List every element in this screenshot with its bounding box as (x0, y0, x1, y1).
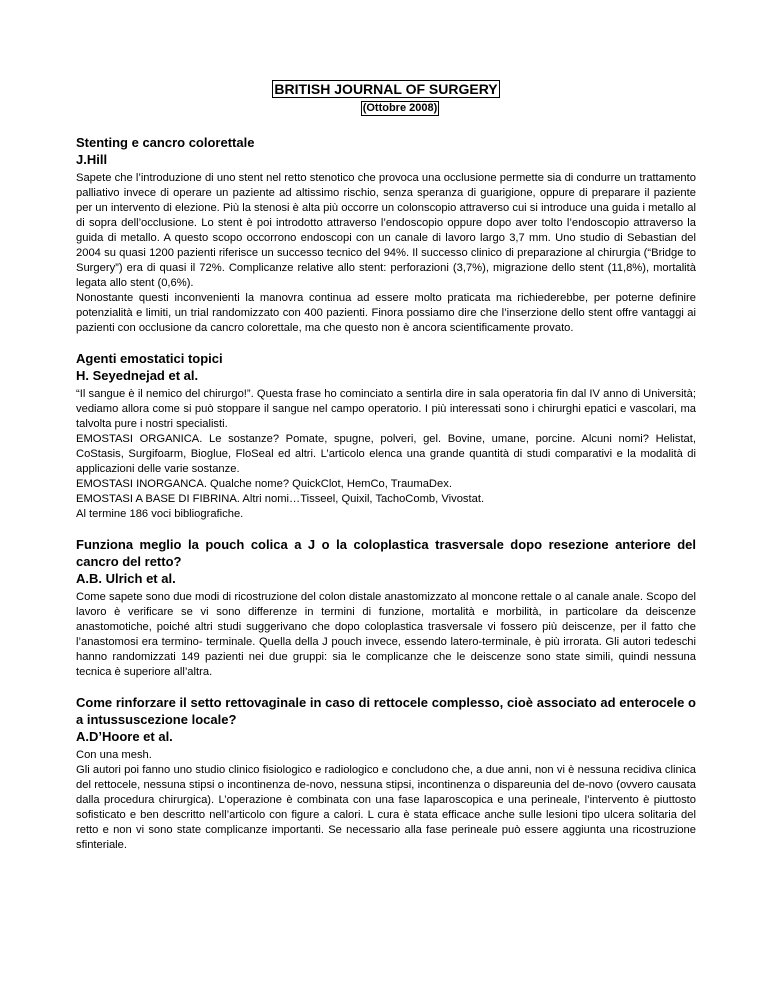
article-pouch-colica (76, 536, 696, 680)
article-paragraph: Gli autori poi fanno uno studio clinico fisiologico e radiologico e concludono che, a due anni, non vi è nessuna recidiva clinica del rettocele, nessuna stipsi o incontinenza de-novo, nessuna stipsi, incontinenza o dispareunia del de-novo (ovvero causata dalla procedura chirurgica). L’operazione è combinata con una fase laparoscopica e una perineale, l’intervento è piuttosto sofisticato e ben descritto nell’articolo con figure a calori. L cura è stata efficace anche sulle lesioni tipo ulcera solitaria del retto e non vi sono state complicanze importanti. Se necessario alla fase perineale può essere aggiunta una ricostruzione sfinteriale. (76, 764, 696, 851)
journal-header (76, 80, 696, 116)
article-paragraph: Al termine 186 voci bibliografiche. (76, 508, 244, 520)
article-paragraph: Con una mesh. (76, 749, 152, 761)
article-paragraph: EMOSTASI INORGANCA. Qualche nome? QuickClot, HemCo, TraumaDex. (76, 478, 452, 490)
article-author: J.Hill (76, 152, 108, 167)
article-paragraph: Come sapete sono due modi di ricostruzione del colon distale anastomizzato al moncone rettale o al canale anale. Scopo del lavoro è verificare se vi sono differenze in termini di funzione, mortalità e morbilità, in particolare da deiscenze anastomotiche, poiché altri studi suggerivano che dopo coloplastica trasversale vi fossero più deiscenze, per il fatto che l’anastomosi era termino- terminale. Quella della J pouch invece, essendo latero-terminale, è più irrorata. Gli autori tedeschi hanno randomizzati 149 pazienti nei due gruppi: sia le complicanze che le deiscenze sono state simili, quindi nessuna tecnica è superiore all’altra. (76, 591, 696, 678)
article-paragraph: Sapete che l’introduzione di uno stent nel retto stenotico che provoca una occlusione permette sia di condurre un trattamento palliativo invece di operare un paziente ad altissimo rischio, senza speranza di guarigione, oppure di preparare il paziente per un intervento di elezione. Più la stenosi è alta più occorre un colonscopio attraverso cui si introduce una guida i metallo al di sopra dell’occlusione. Lo stent è poi introdotto attraverso l’endoscopio oppure dopo aver tolto l’endoscopio attraverso la guida di metallo. A questo scopo occorrono endoscopi con un canale di lavoro largo 3,7 mm. Uno studio di Sebastian del 2004 su quasi 1200 pazienti riferisce un successo tecnico del 94%. Il successo clinico di preparazione al chirurgia (“Bridge to Surgery”) era di quasi il 72%. Complicanze relative allo stent: perforazioni (3,7%), migrazione dello stent (11,8%), mortalità legata allo stent (0,6%). (76, 172, 696, 289)
article-setto-rettovaginale (76, 694, 696, 853)
article-title: Stenting e cancro colorettale (76, 135, 255, 150)
article-body (76, 590, 696, 680)
article-stenting (76, 134, 696, 336)
article-paragraph: EMOSTASI ORGANICA. Le sostanze? Pomate, spugne, polveri, gel. Bovine, umane, porcine. Alcuni nomi? Helistat, CoStasis, Surgifoarm, Bioglue, FloSeal ed altri. L’articolo elenca una grande quantità di studi comparativi e la modalità di applicazioni delle varie sostanze. (76, 433, 696, 475)
article-agenti-emostatici (76, 350, 696, 522)
article-body (76, 387, 696, 522)
article-title: Agenti emostatici topici (76, 351, 223, 366)
article-paragraph: “Il sangue è il nemico del chirurgo!”. Questa frase ho cominciato a sentirla dire in sala operatoria fin dal IV anno di Università; vediamo allora come si può stoppare il sangue nel campo operatorio. I più interessati sono i chirurghi epatici e vascolari, ma talvolta pure i nostri specialisti. (76, 388, 696, 430)
article-title: Come rinforzare il setto rettovaginale in caso di rettocele complesso, cioè associato ad enterocele o a intussuscezione locale? (76, 695, 696, 727)
article-body (76, 171, 696, 336)
article-title: Funziona meglio la pouch colica a J o la coloplastica trasversale dopo resezione anteriore del cancro del retto? (76, 537, 696, 569)
article-author: A.D’Hoore et al. (76, 729, 173, 744)
article-author: H. Seyednejad et al. (76, 368, 199, 383)
document-page (76, 80, 696, 867)
article-author: A.B. Ulrich et al. (76, 571, 176, 586)
issue-date: (Ottobre 2008) (362, 102, 438, 114)
article-paragraph: Nonostante questi inconvenienti la manovra continua ad essere molto praticata ma richiederebbe, per poterne definire potenzialità e limiti, un trial randomizzato con 400 pazienti. Finora possiamo dire che l’inserzione dello stent offre vantaggi ai pazienti con occlusione da cancro colorettale, ma che questo non è ancora scientificamente provato. (76, 292, 696, 334)
article-body (76, 748, 696, 853)
journal-title: BRITISH JOURNAL OF SURGERY (274, 81, 498, 97)
article-paragraph: EMOSTASI A BASE DI FIBRINA. Altri nomi…Tisseel, Quixil, TachoComb, Vivostat. (76, 493, 485, 505)
